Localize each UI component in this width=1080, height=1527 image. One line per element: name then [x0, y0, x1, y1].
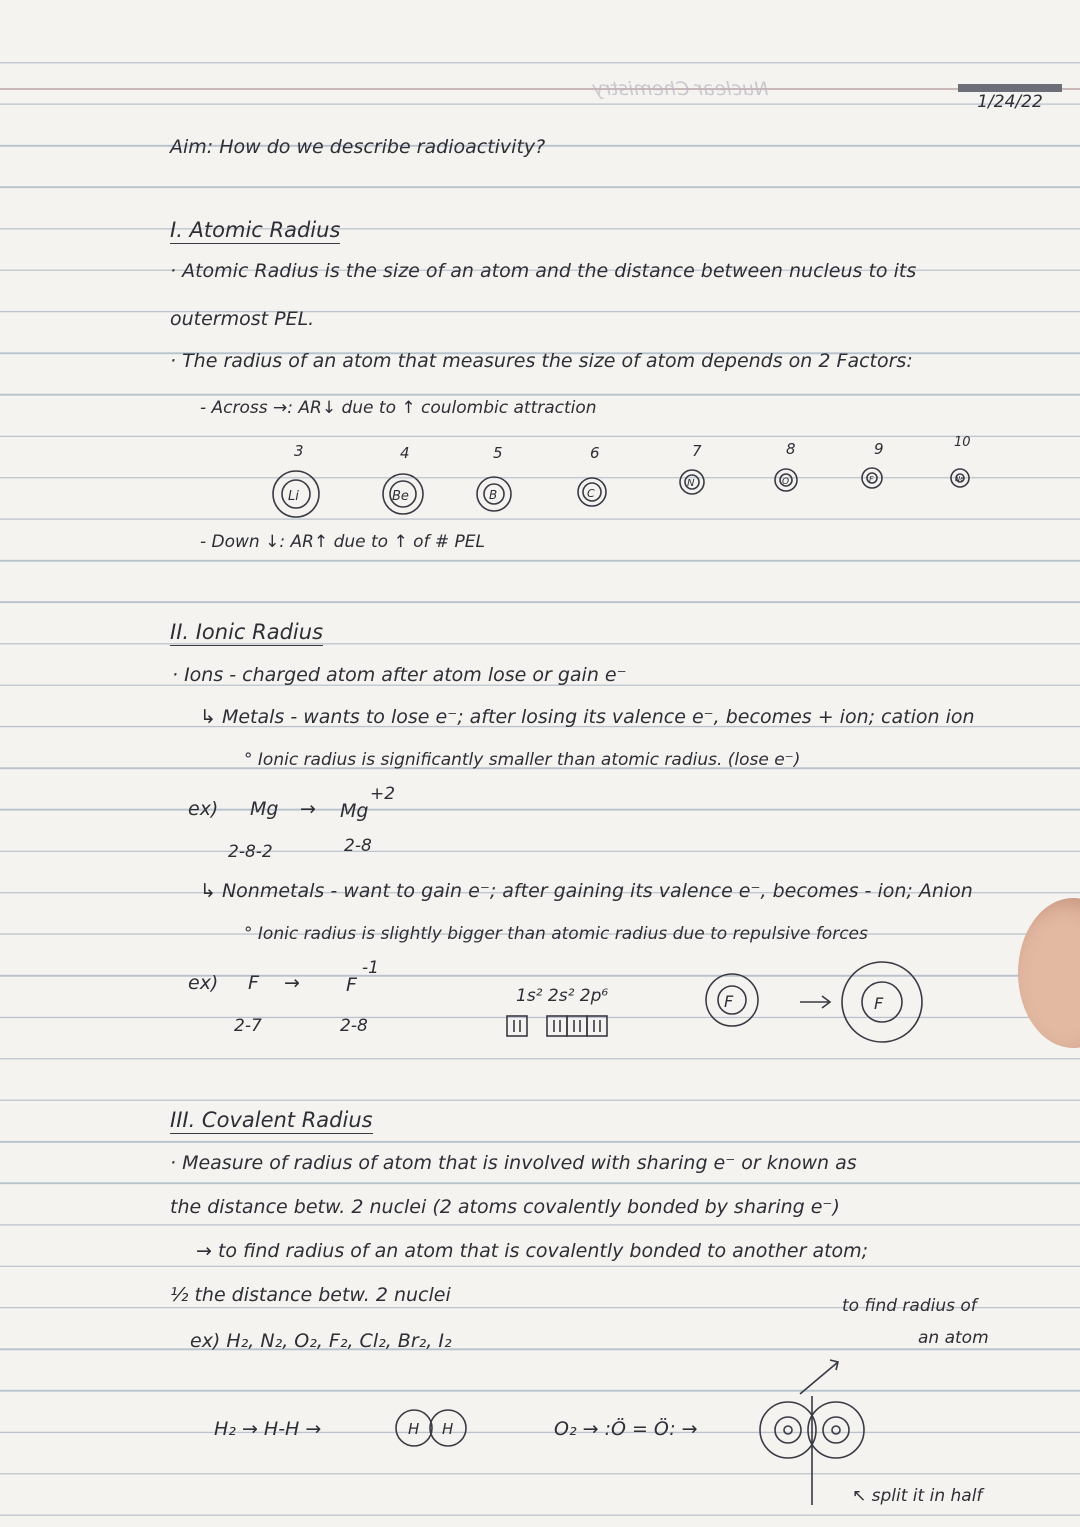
ex1-to: Mg	[340, 800, 369, 822]
ions-definition: · Ions - charged atom after atom lose or gain e⁻	[172, 664, 627, 686]
ex2-config-from: 2-7	[234, 1016, 262, 1036]
diatomic-examples: ex) H₂, N₂, O₂, F₂, Cl₂, Br₂, I₂	[190, 1330, 452, 1352]
ex2-to: F	[346, 974, 357, 996]
covalent-line3: → to find radius of an atom that is covalently bonded to another atom;	[196, 1240, 869, 1262]
h2-left-symbol: H	[408, 1420, 420, 1438]
section1-factors: · The radius of an atom that measures the size of atom depends on 2 Factors:	[170, 350, 913, 372]
ex2-label: ex)	[188, 972, 219, 994]
covalent-line1: · Measure of radius of atom that is involved with sharing e⁻ or known as	[170, 1152, 857, 1174]
ex1-charge: +2	[370, 784, 396, 804]
atom-c-number: 6	[590, 444, 600, 462]
thumb-photo-edge	[1018, 898, 1080, 1048]
across-trend: - Across →: AR↓ due to ↑ coulombic attraction	[200, 398, 597, 418]
o2-structure: O₂ → :Ö = Ö: →	[554, 1418, 698, 1440]
date-box	[958, 84, 1062, 120]
bleed-through-title: Nuclear Chemistry	[592, 78, 769, 100]
atom-li-symbol: Li	[288, 489, 299, 504]
atom-f-number: 9	[874, 440, 884, 458]
ex1-from: Mg	[250, 798, 279, 820]
atom-radius-row	[0, 430, 1080, 510]
ex1-config-from: 2-8-2	[228, 842, 273, 862]
h2-right-symbol: H	[442, 1420, 454, 1438]
ex2-config-to: 2-8	[340, 1016, 368, 1036]
ex2-from: F	[248, 972, 259, 994]
metals-note: ° Ionic radius is significantly smaller than atomic radius. (lose e⁻)	[244, 750, 801, 770]
ex1-arrow: →	[300, 798, 316, 820]
atom-ne-symbol: Ne	[955, 475, 965, 483]
ex1-label: ex)	[188, 798, 219, 820]
nonmetals-line: ↳ Nonmetals - want to gain e⁻; after gaining its valence e⁻, becomes - ion; Anion	[200, 880, 973, 902]
atom-be-symbol: Be	[392, 489, 409, 504]
atom-ne-number: 10	[954, 435, 971, 450]
h2-overlap-diagram	[390, 1400, 490, 1456]
section1-title: I. Atomic Radius	[170, 218, 341, 242]
ex2-charge: -1	[362, 958, 379, 978]
atom-be	[383, 444, 423, 514]
atom-b-symbol: B	[489, 488, 498, 502]
section2-title: II. Ionic Radius	[170, 620, 324, 644]
atom-c-symbol: C	[587, 487, 595, 500]
aim-line: Aim: How do we describe radioactivity?	[170, 136, 546, 158]
atom-o-number: 8	[786, 440, 796, 458]
atom-li-number: 3	[294, 442, 304, 460]
fluoride-ion-diagram	[700, 960, 1020, 1060]
covalent-line4: ½ the distance betw. 2 nuclei	[170, 1284, 451, 1306]
atom-b-number: 5	[493, 444, 503, 462]
section1-def-line2: outermost PEL.	[170, 308, 315, 330]
atom-ne	[951, 435, 971, 487]
f-atom-symbol: F	[724, 992, 734, 1011]
date-text: 1/24/22	[977, 92, 1043, 112]
header-margin-line	[0, 88, 1080, 90]
atom-li	[273, 442, 319, 517]
atom-be-number: 4	[400, 444, 410, 462]
note-split-half: ↖ split it in half	[852, 1486, 983, 1506]
covalent-line2: the distance betw. 2 nuclei (2 atoms covalently bonded by sharing e⁻)	[170, 1196, 840, 1218]
note-find-radius-2: an atom	[918, 1328, 989, 1348]
ex2-arrow: →	[284, 972, 300, 994]
ex2-orbital-notation: 1s² 2s² 2p⁶	[516, 986, 609, 1006]
atom-n-symbol: N	[687, 478, 695, 489]
atom-o	[775, 440, 797, 491]
ex1-config-to: 2-8	[344, 836, 372, 856]
section1-def-line1: · Atomic Radius is the size of an atom and the distance between nucleus to its	[170, 260, 917, 282]
orbital-boxes	[505, 1012, 615, 1042]
atom-n-number: 7	[692, 442, 702, 460]
note-find-radius-1: to find radius of	[842, 1296, 977, 1316]
atom-f-symbol: F	[869, 475, 874, 484]
h2-structure: H₂ → H-H →	[214, 1418, 322, 1440]
nonmetals-note: ° Ionic radius is slightly bigger than atomic radius due to repulsive forces	[244, 924, 868, 944]
f-ion-symbol: F	[874, 994, 884, 1013]
atom-c	[578, 444, 606, 506]
atom-o-symbol: O	[782, 477, 790, 487]
atom-n	[680, 442, 704, 494]
down-trend: - Down ↓: AR↑ due to ↑ of # PEL	[200, 532, 486, 552]
atom-b	[477, 444, 511, 511]
atom-f	[862, 440, 884, 488]
section3-title: III. Covalent Radius	[170, 1108, 373, 1132]
metals-line: ↳ Metals - wants to lose e⁻; after losing its valence e⁻, becomes + ion; cation ion	[200, 706, 975, 728]
